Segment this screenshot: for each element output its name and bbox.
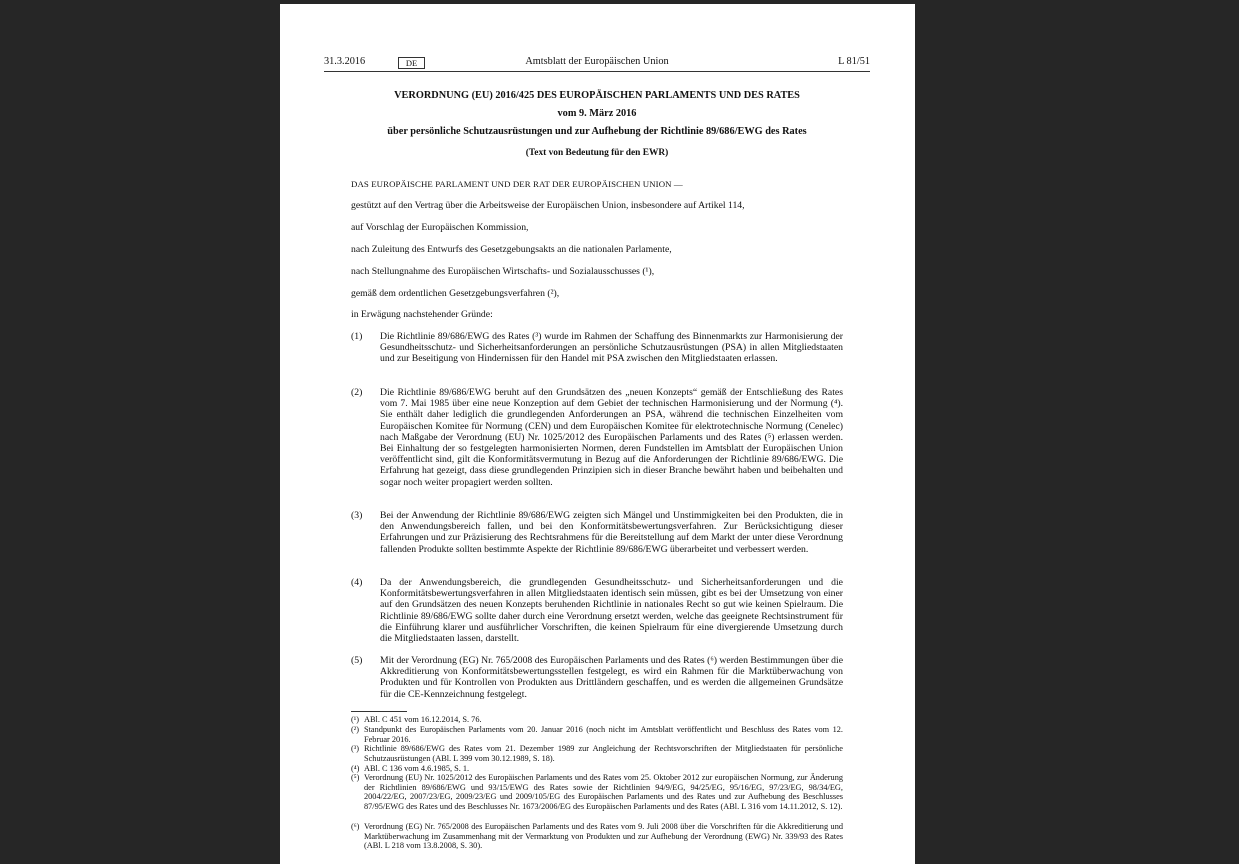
preamble-line: gemäß dem ordentlichen Gesetzgebungsverfahren (²), bbox=[351, 288, 560, 299]
footnote-text: ABl. C 451 vom 16.12.2014, S. 76. bbox=[364, 715, 482, 724]
journal-name: Amtsblatt der Europäischen Union bbox=[525, 56, 669, 67]
preamble-line: gestützt auf den Vertrag über die Arbeitsweise der Europäischen Union, insbesondere auf Artikel 114, bbox=[351, 200, 745, 211]
recital-number: (3) bbox=[351, 510, 363, 521]
eea-relevance: (Text von Bedeutung für den EWR) bbox=[525, 148, 669, 158]
footnote bbox=[351, 715, 843, 725]
recital-text: Die Richtlinie 89/686/EWG beruht auf den Grundsätzen des „neuen Konzepts“ gemäß der Entschließung des Rates vom 7. Mai 1985 über eine neue Konzeption auf dem Gebiet der technischen Harmonisierung und der Normung (⁴). Sie enthält daher lediglich die grundlegenden Anforderungen an PSA, während die technischen Einzelheiten vom Europäischen Komitee für Normung (CEN) und dem Europäischen Komitee für elektrotechnische Normung (Cenelec) nach Maßgabe der Verordnung (EU) Nr. 1025/2012 des Europäischen Parlaments und des Rates (⁵) erlassen werden. Bei Einhaltung der so festgelegten harmonisierten Normen, deren Fundstellen im Amtsblatt der Europäischen Union veröffentlicht sind, gilt die Konformitätsvermutung in Bezug auf die Anforderungen der Richtlinie 89/686/EWG. Die Erfahrung hat gezeigt, dass diese grundlegenden Prinzipien sich in dieser Branche bewährt haben und beibehalten und sogar noch weiter propagiert werden sollten. bbox=[380, 387, 843, 488]
header-date: 31.3.2016 bbox=[324, 56, 366, 67]
regulation-date: vom 9. März 2016 bbox=[557, 108, 637, 119]
footnote-text: Verordnung (EU) Nr. 1025/2012 des Europäischen Parlaments und des Rates vom 25. Oktober 2012 zur europäischen Normung, zur Änderung der Richtlinien 89/686/EWG und 93/15/EWG des Rates sowie der Richtlinien 94/9/EG, 94/25/EG, 95/16/EG, 97/23/EG, 98/34/EG, 2004/22/EG, 2007/23/EG, 2009/23/EG und 2009/105/EG des Europäischen Parlaments und des Rates und zur Aufhebung des Beschlusses 87/95/EWG des Rates und des Beschlusses Nr. 1673/2006/EG des Europäischen Parlaments und des Rates (ABl. L 316 vom 14.11.2012, S. 12). bbox=[364, 773, 843, 812]
language-badge: DE bbox=[398, 57, 425, 69]
page-header bbox=[324, 54, 870, 72]
preamble-line: nach Zuleitung des Entwurfs des Gesetzgebungsakts an die nationalen Parlamente, bbox=[351, 244, 672, 255]
preamble-line: in Erwägung nachstehender Gründe: bbox=[351, 309, 493, 320]
footnote-number: (³) bbox=[351, 744, 360, 753]
recital-number: (5) bbox=[351, 655, 363, 666]
regulation-title: VERORDNUNG (EU) 2016/425 DES EUROPÄISCHEN PARLAMENTS UND DES RATES bbox=[394, 90, 800, 101]
footnote-text: ABl. C 136 vom 4.6.1985, S. 1. bbox=[364, 764, 470, 773]
pdf-page bbox=[280, 4, 915, 864]
recital-text: Bei der Anwendung der Richtlinie 89/686/EWG zeigten sich Mängel und Unstimmigkeiten bei den Produkten, die in den Anwendungsbereich fallen, und bei den Konformitätsbewertungsverfahren. Zur Berücksichtigung dieser Erfahrungen und zur Präzisierung des Rechtsrahmens für die Bereitstellung auf dem Markt der unter diese Verordnung fallenden Produkte sollten bestimmte Aspekte der Richtlinie 89/686/EWG überarbeitet und verbessert werden. bbox=[380, 510, 843, 555]
footnote-number: (⁵) bbox=[351, 773, 360, 782]
footnote-text: Verordnung (EG) Nr. 765/2008 des Europäischen Parlaments und des Rates vom 9. Juli 2008 über die Vorschriften für die Akkreditierung und Marktüberwachung im Zusammenhang mit der Vermarktung von Produkten und zur Aufhebung der Verordnung (EWG) Nr. 339/93 des Rates (ABl. L 218 vom 13.8.2008, S. 30). bbox=[364, 822, 843, 851]
preamble-line: auf Vorschlag der Europäischen Kommission, bbox=[351, 222, 529, 233]
recital-text: Mit der Verordnung (EG) Nr. 765/2008 des Europäischen Parlaments und des Rates (⁶) werden Bestimmungen über die Akkreditierung von Konformitätsbewertungsstellen festgelegt, es wird ein Rahmen für die Marktüberwachung von Produkten und für Kontrollen von Produkten aus Drittländern geschaffen, und es werden die allgemeinen Grundsätze für die CE-Kennzeichnung festgelegt. bbox=[380, 655, 843, 700]
recital bbox=[351, 510, 843, 555]
footnote-number: (¹) bbox=[351, 715, 360, 724]
recital-number: (1) bbox=[351, 331, 363, 342]
recital-number: (2) bbox=[351, 387, 363, 398]
recital-text: Die Richtlinie 89/686/EWG des Rates (³) wurde im Rahmen der Schaffung des Binnenmarkts zur Harmonisierung der Gesundheitsschutz- und Sicherheitsanforderungen an persönliche Schutzausrüstungen (PSA) in allen Mitgliedstaaten und zur Beseitigung von Hindernissen für den Handel mit PSA zwischen den Mitgliedstaaten erlassen. bbox=[380, 331, 843, 365]
recital bbox=[351, 387, 843, 488]
footnote-separator bbox=[351, 711, 407, 712]
preamble-line: nach Stellungnahme des Europäischen Wirtschafts- und Sozialausschusses (¹), bbox=[351, 266, 655, 277]
recital bbox=[351, 577, 843, 644]
preamble-line: DAS EUROPÄISCHE PARLAMENT UND DER RAT DER EUROPÄISCHEN UNION — bbox=[351, 179, 683, 189]
footnote-number: (⁴) bbox=[351, 764, 360, 773]
recital bbox=[351, 655, 843, 700]
header-rule bbox=[324, 71, 870, 72]
page-reference: L 81/51 bbox=[838, 56, 870, 67]
footnote bbox=[351, 773, 843, 812]
footnote bbox=[351, 744, 843, 763]
footnote-number: (⁶) bbox=[351, 822, 360, 831]
regulation-subject: über persönliche Schutzausrüstungen und zur Aufhebung der Richtlinie 89/686/EWG des Rates bbox=[387, 126, 807, 137]
footnote bbox=[351, 725, 843, 744]
recital-number: (4) bbox=[351, 577, 363, 588]
footnote-number: (²) bbox=[351, 725, 360, 734]
footnote-text: Standpunkt des Europäischen Parlaments vom 20. Januar 2016 (noch nicht im Amtsblatt veröffentlicht und Beschluss des Rates vom 12. Februar 2016. bbox=[364, 725, 843, 744]
recital-text: Da der Anwendungsbereich, die grundlegenden Gesundheitsschutz- und Sicherheitsanforderungen und die Konformitätsbewertungsverfahren in allen Mitgliedstaaten identisch sein müssen, gibt es bei der Umsetzung von einer auf den Grundsätzen des neuen Konzepts beruhenden Richtlinie in nationales Recht so gut wie keinen Spielraum. Die Richtlinie 89/686/EWG sollte daher durch eine Verordnung ersetzt werden, welche das geeignete Rechtsinstrument für die Einführung klarer und ausführlicher Vorschriften, die keinen Spielraum für eine divergierende Umsetzung durch die Mitgliedstaaten lassen, darstellt. bbox=[380, 577, 843, 645]
footnote-text: Richtlinie 89/686/EWG des Rates vom 21. Dezember 1989 zur Angleichung der Rechtsvorschriften der Mitgliedstaaten für persönliche Schutzausrüstungen (ABl. L 399 vom 30.12.1989, S. 18). bbox=[364, 744, 843, 763]
recital bbox=[351, 331, 843, 365]
